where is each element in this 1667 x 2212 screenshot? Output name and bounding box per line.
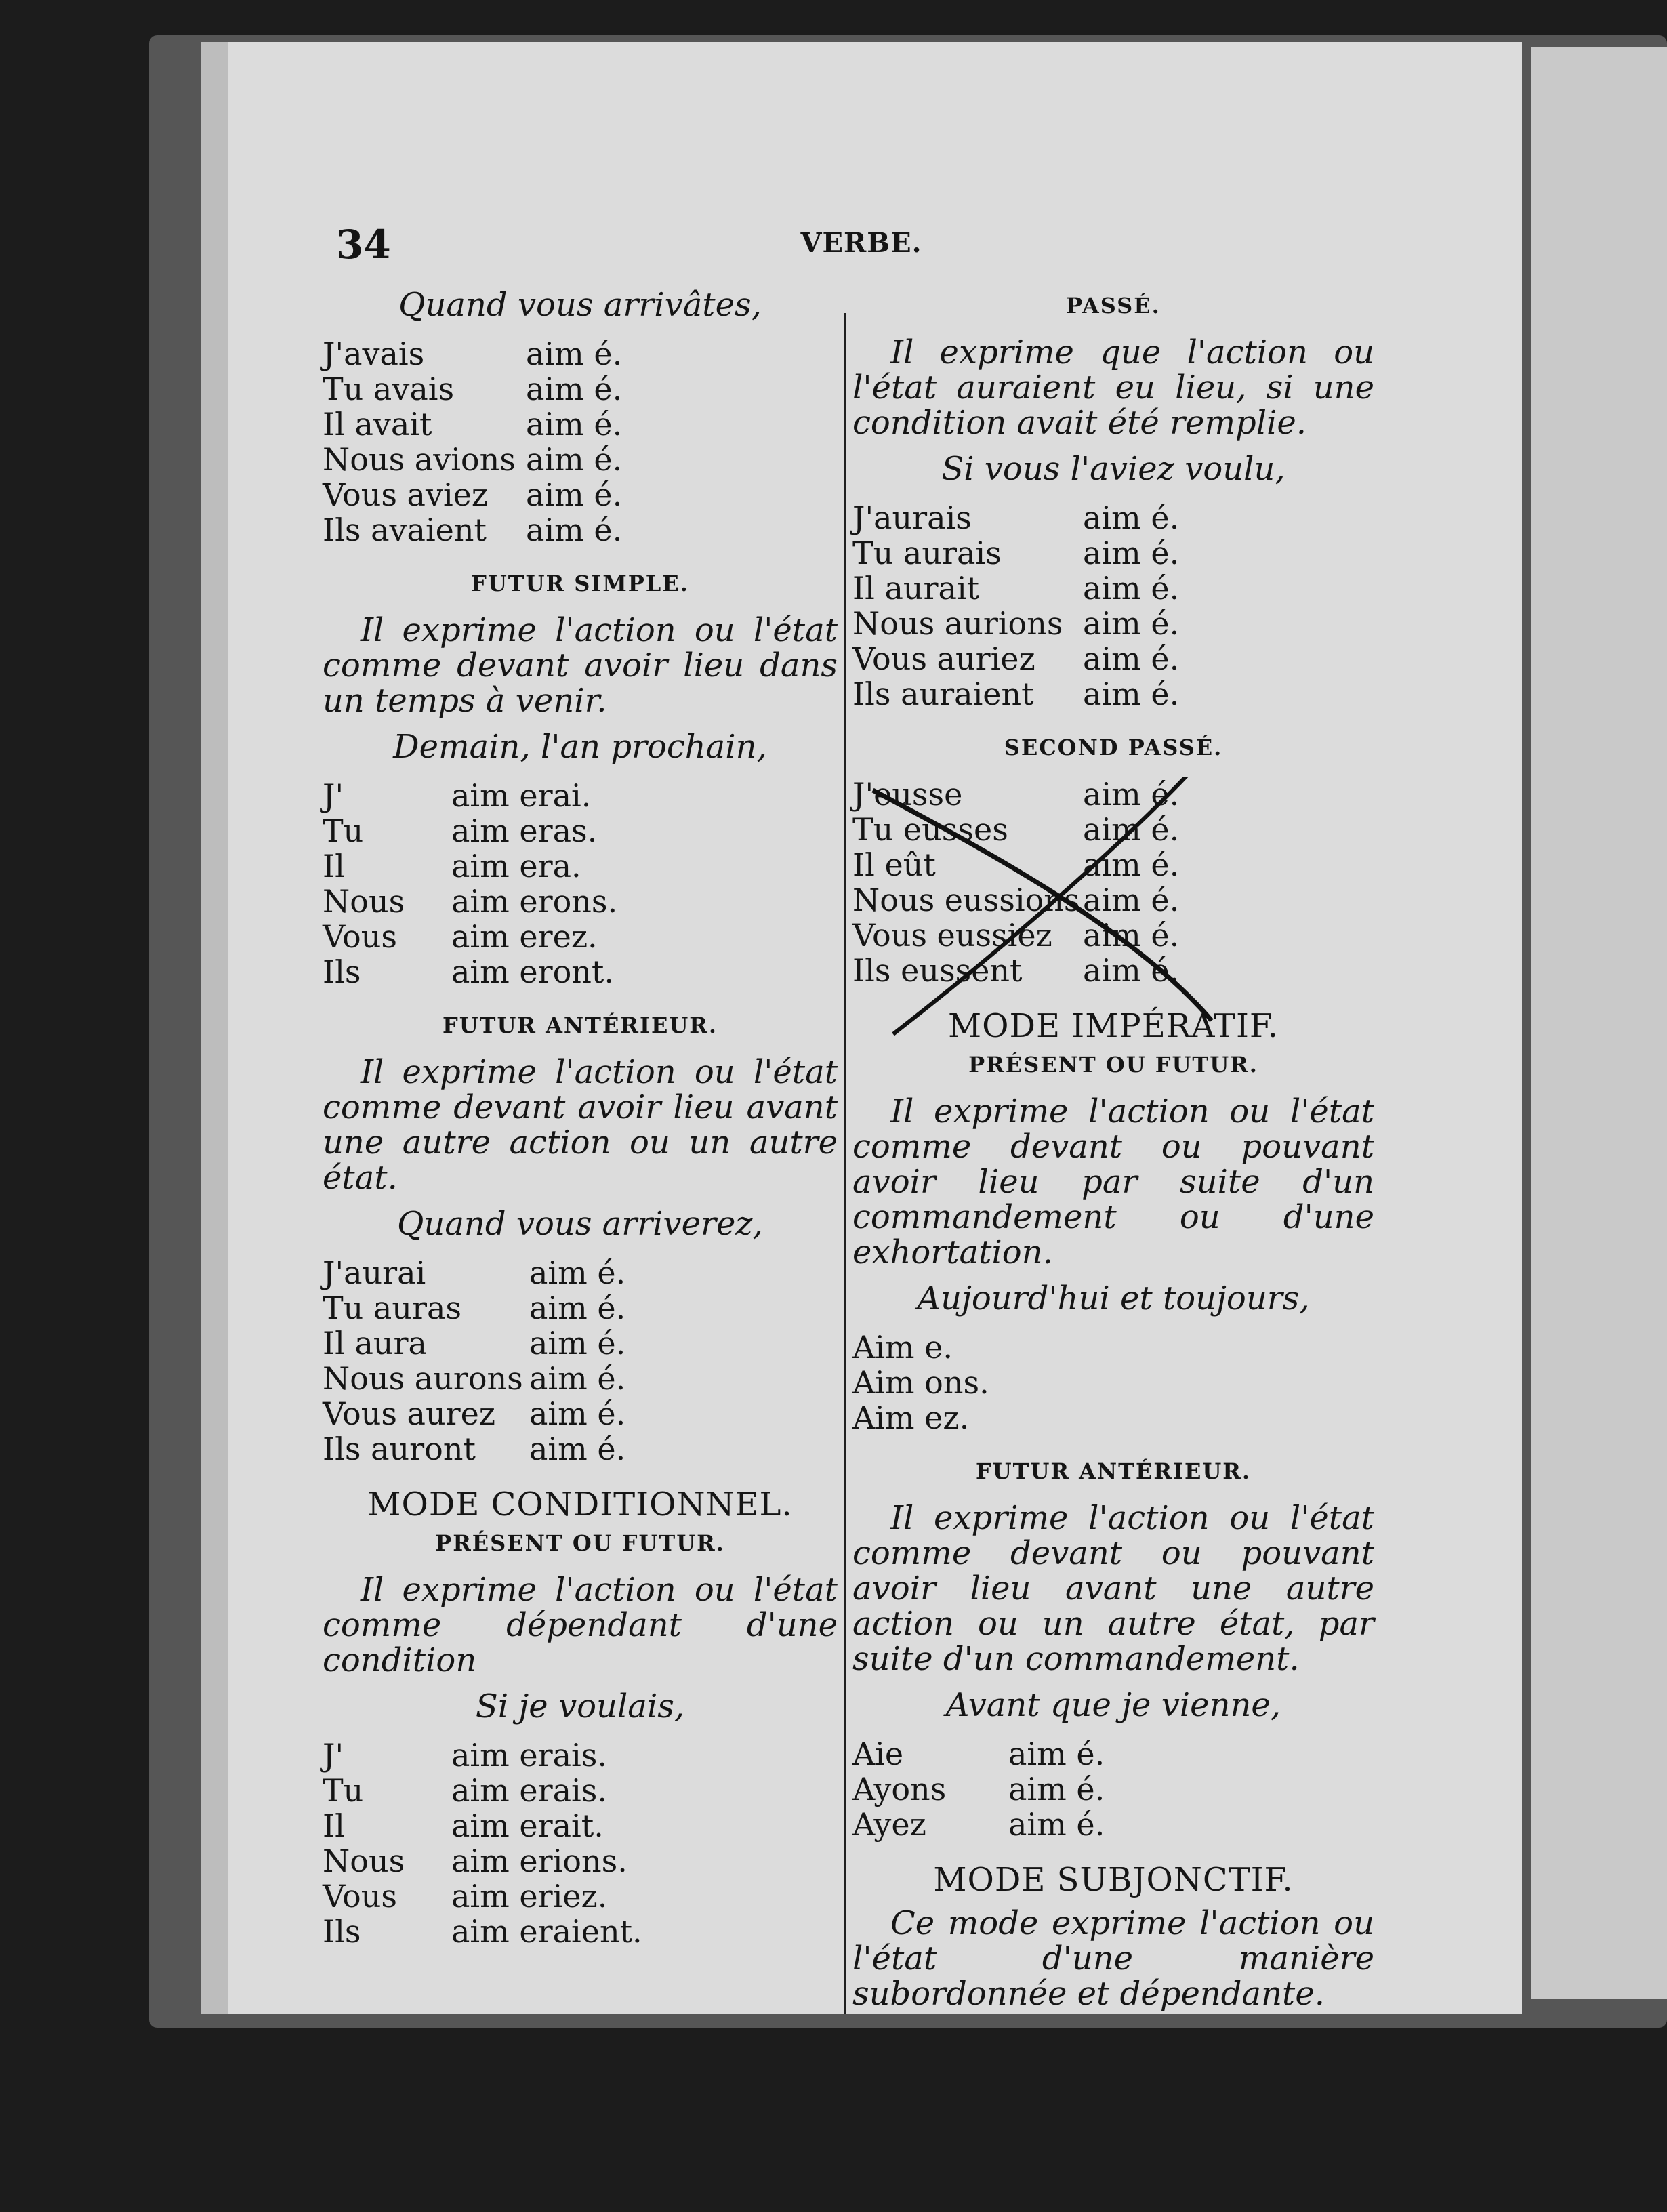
section-heading: FUTUR ANTÉRIEUR. — [443, 1012, 718, 1038]
pronoun: J'eusse — [852, 776, 963, 813]
pronoun: J'aurais — [852, 499, 972, 536]
conjugation-row — [852, 812, 1374, 847]
pronoun: Nous avions — [323, 441, 516, 478]
pronoun: Nous aurons — [323, 1360, 523, 1397]
conjugation-row — [323, 336, 838, 371]
conjugation-row — [323, 919, 838, 954]
pronoun: Nous — [323, 883, 405, 920]
conjugation-row — [323, 1290, 838, 1326]
section-heading: PRÉSENT OU FUTUR. — [968, 1052, 1258, 1078]
pronoun: Vous — [323, 1878, 397, 1914]
verb-form: aim é. — [1083, 776, 1180, 813]
conjugation-row — [323, 1361, 838, 1396]
pronoun: Ils — [323, 1913, 361, 1950]
pronoun: Il — [323, 1807, 345, 1844]
pronoun: Tu auras — [323, 1290, 462, 1326]
verb-form: aim é. — [1008, 1736, 1105, 1772]
imperative-form: Aim ons. — [852, 1364, 989, 1401]
conjugation-row — [323, 512, 838, 548]
conjugation-row — [323, 778, 838, 813]
definition-text: Il exprime l'action ou l'état comme devant avoir lieu dans un temps à venir. — [323, 611, 838, 720]
conjugation-row — [852, 500, 1374, 535]
pronoun: Tu aurais — [852, 535, 1002, 571]
crossed-out-block — [852, 777, 1374, 988]
definition-text: Il exprime l'action ou l'état comme devant ou pouvant avoir lieu avant une autre action ou un autre état, par suite d'un commandement. — [852, 1499, 1374, 1678]
pronoun: Tu — [323, 1772, 364, 1809]
pronoun: Tu — [323, 813, 364, 849]
page-header — [201, 222, 1522, 276]
conjugation-row — [852, 777, 1374, 812]
running-head: VERBE. — [800, 227, 922, 259]
conjugation-row — [852, 1771, 1374, 1807]
definition-text: Il exprime l'action ou l'état comme devant avoir lieu avant une autre action ou un autre état. — [323, 1053, 838, 1197]
conjugation-row — [323, 1738, 838, 1773]
conjugation-row — [323, 407, 838, 442]
verb-form: aim é. — [529, 1360, 626, 1397]
conjugation-row — [323, 1773, 838, 1808]
pronoun: Ils eussent — [852, 952, 1023, 989]
conjugation-row — [323, 954, 838, 989]
verb-form: aim erions. — [451, 1843, 627, 1879]
verb-form: aim é. — [1083, 917, 1180, 954]
verb-form: aim é. — [529, 1395, 626, 1432]
conjugation-row — [323, 371, 838, 407]
pronoun: Vous eussiez — [852, 917, 1052, 954]
pronoun: Il — [323, 848, 345, 884]
verb-form: aim é. — [1083, 882, 1180, 918]
verb-form: aim é. — [526, 406, 623, 443]
example-phrase: Aujourd'hui et toujours, — [917, 1279, 1310, 1317]
pronoun: J' — [323, 777, 344, 814]
verb-form: aim é. — [1083, 640, 1180, 677]
pronoun: Il avait — [323, 406, 432, 443]
pronoun: Vous aviez — [323, 476, 489, 513]
mode-title: MODE IMPÉRATIF. — [948, 1007, 1279, 1045]
verb-form: aim é. — [526, 476, 623, 513]
definition-text: Il exprime l'action ou l'état comme devant ou pouvant avoir lieu par suite d'un commandement ou d'une exhortation. — [852, 1092, 1374, 1271]
pronoun: Nous eussions — [852, 882, 1080, 918]
pronoun: Ils auront — [323, 1431, 476, 1467]
conjugation-row — [852, 535, 1374, 571]
verb-form: aim erais. — [451, 1772, 607, 1809]
pronoun: Aie — [852, 1736, 904, 1772]
verb-form: aim era. — [451, 848, 581, 884]
pronoun: Il aurait — [852, 570, 980, 607]
imperative-forms — [852, 1330, 1374, 1435]
imperative-form: Aim ez. — [852, 1399, 970, 1436]
pronoun: Il aura — [323, 1325, 427, 1361]
pronoun: Ayons — [852, 1771, 947, 1807]
imperative-form: Aim e. — [852, 1329, 953, 1366]
conjugation-row — [323, 884, 838, 919]
verb-form: aim é. — [1083, 811, 1180, 848]
conjugation-row — [323, 1808, 838, 1843]
verb-form: aim eraient. — [451, 1913, 642, 1950]
book-page — [201, 42, 1522, 2014]
mode-title: MODE CONDITIONNEL. — [367, 1486, 793, 1523]
verb-form: aim é. — [1083, 570, 1180, 607]
conjugation-row — [323, 813, 838, 848]
verb-form: aim é. — [529, 1325, 626, 1361]
conjugation-table — [323, 336, 838, 548]
example-phrase: Quand vous arriverez, — [397, 1205, 763, 1243]
pronoun: Nous — [323, 1843, 405, 1879]
section-heading: FUTUR SIMPLE. — [471, 571, 689, 596]
conjugation-row — [323, 1431, 838, 1467]
left-column — [323, 286, 838, 1953]
conjugation-table — [852, 777, 1374, 988]
verb-form: aim é. — [1083, 535, 1180, 571]
page-fold-shadow — [201, 42, 228, 2014]
pronoun: J'aurai — [323, 1254, 426, 1291]
conjugation-row — [323, 442, 838, 477]
verb-form: aim é. — [526, 335, 623, 372]
pronoun: Vous auriez — [852, 640, 1035, 677]
verb-form: aim é. — [1008, 1806, 1105, 1843]
conjugation-row — [852, 641, 1374, 676]
mode-title: MODE SUBJONCTIF. — [933, 1861, 1294, 1899]
conjugation-row — [852, 882, 1374, 918]
definition-text: Ce mode exprime l'action ou l'état d'une manière subordonnée et dépendante. — [852, 1904, 1374, 2013]
pronoun: Tu eusses — [852, 811, 1008, 848]
conjugation-table — [323, 778, 838, 989]
conjugation-table — [323, 1738, 838, 1949]
verb-form: aim é. — [1083, 499, 1180, 536]
conjugation-table — [852, 1736, 1374, 1842]
conjugation-table — [323, 1255, 838, 1467]
definition-text: Il exprime l'action ou l'état comme dépendant d'une condition — [323, 1571, 838, 1679]
conjugation-row — [323, 848, 838, 884]
conjugation-row — [852, 918, 1374, 953]
verb-form: aim é. — [529, 1254, 626, 1291]
pronoun: Ils avaient — [323, 512, 487, 548]
conjugation-table — [852, 500, 1374, 712]
pronoun: J' — [323, 1737, 344, 1774]
pronoun: J'avais — [323, 335, 425, 372]
page-number: 34 — [336, 222, 391, 268]
conjugation-row — [852, 571, 1374, 606]
pronoun: Vous aurez — [323, 1395, 496, 1432]
pronoun: Ils — [323, 954, 361, 990]
section-heading: FUTUR ANTÉRIEUR. — [976, 1458, 1251, 1484]
conjugation-row — [852, 1807, 1374, 1842]
verb-form: aim é. — [529, 1290, 626, 1326]
verb-form: aim é. — [526, 441, 623, 478]
definition-text: Il exprime que l'action ou l'état auraient eu lieu, si une condition avait été remplie. — [852, 333, 1374, 442]
next-page-edge — [1531, 47, 1667, 1999]
pronoun: Ayez — [852, 1806, 926, 1843]
pronoun: Vous — [323, 918, 397, 955]
verb-form: aim erait. — [451, 1807, 604, 1844]
conjugation-row — [852, 847, 1374, 882]
example-phrase: Avant que je vienne, — [945, 1686, 1281, 1724]
conjugation-row — [852, 953, 1374, 988]
pronoun: Il eût — [852, 846, 936, 883]
verb-form: aim erez. — [451, 918, 598, 955]
conjugation-row — [323, 1843, 838, 1879]
example-phrase: Demain, l'an prochain, — [393, 728, 767, 766]
pronoun: Ils auraient — [852, 676, 1034, 712]
example-phrase: Si je voulais, — [475, 1687, 685, 1725]
verb-form: aim é. — [1083, 605, 1180, 642]
verb-form: aim é. — [1008, 1771, 1105, 1807]
verb-form: aim erais. — [451, 1737, 607, 1774]
verb-form: aim é. — [1083, 952, 1180, 989]
verb-form: aim eront. — [451, 954, 615, 990]
verb-form: aim erai. — [451, 777, 592, 814]
verb-form: aim é. — [1083, 846, 1180, 883]
section-heading: PASSÉ. — [1066, 293, 1161, 319]
conjugation-row — [323, 1255, 838, 1290]
conjugation-row — [852, 606, 1374, 641]
conjugation-row — [323, 1879, 838, 1914]
conjugation-row — [852, 676, 1374, 712]
conjugation-row — [323, 1396, 838, 1431]
conjugation-row — [323, 477, 838, 512]
section-heading: SECOND PASSÉ. — [1004, 735, 1223, 760]
example-phrase: Quand vous arrivâtes, — [398, 286, 762, 324]
verb-form: aim é. — [529, 1431, 626, 1467]
conjugation-row — [852, 1736, 1374, 1771]
pronoun: Tu avais — [323, 371, 455, 407]
column-divider — [844, 313, 846, 2014]
conjugation-row — [323, 1326, 838, 1361]
example-phrase: Si vous l'aviez voulu, — [941, 450, 1285, 488]
right-column — [852, 286, 1374, 2014]
verb-form: aim é. — [526, 371, 623, 407]
conjugation-row — [323, 1914, 838, 1949]
verb-form: aim erons. — [451, 883, 618, 920]
verb-form: aim eriez. — [451, 1878, 608, 1914]
verb-form: aim é. — [1083, 676, 1180, 712]
section-heading: PRÉSENT OU FUTUR. — [435, 1530, 725, 1556]
verb-form: aim eras. — [451, 813, 598, 849]
pronoun: Nous aurions — [852, 605, 1063, 642]
verb-form: aim é. — [526, 512, 623, 548]
